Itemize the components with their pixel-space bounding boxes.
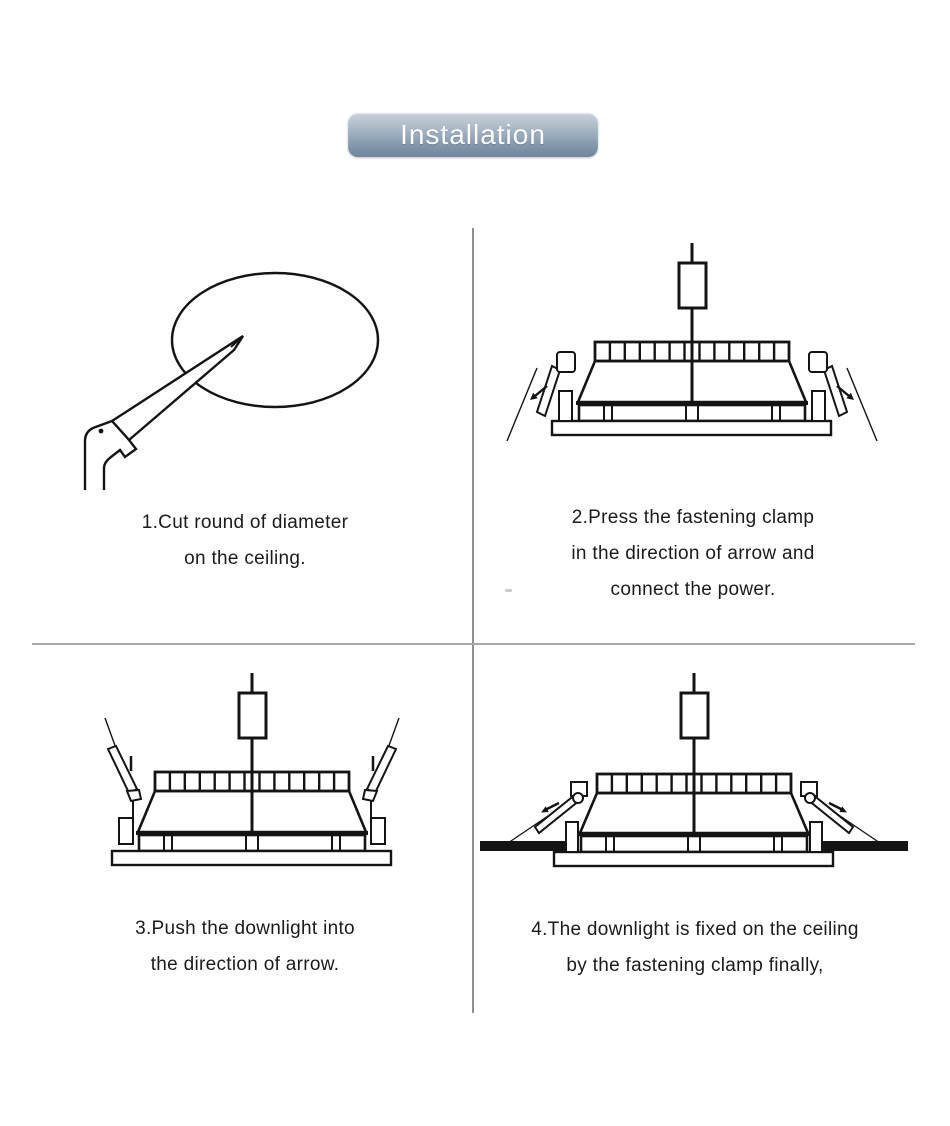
saw-icon	[85, 336, 243, 490]
caption-line: 3.Push the downlight into	[135, 918, 355, 939]
caption-line: in the direction of arrow and	[571, 543, 815, 564]
cable-connector	[239, 693, 266, 738]
saw-cutting-circle-illustration	[75, 255, 465, 490]
cable-connector	[681, 693, 708, 738]
cable-connector	[679, 263, 706, 308]
step-2-caption	[493, 500, 893, 608]
spring-clamp-left	[105, 718, 141, 844]
downlight-push-up-illustration	[85, 665, 415, 875]
downlight-clamps-pressed-illustration	[495, 235, 895, 470]
grid-divider-horizontal	[32, 643, 915, 645]
caption-line: 1.Cut round of diameter	[141, 512, 349, 533]
ceiling-hole-ellipse	[172, 273, 378, 407]
caption-line: on the ceiling.	[184, 548, 306, 569]
step-4-caption	[470, 912, 920, 984]
saw-rivet	[99, 429, 104, 434]
downlight-fixed-illustration	[478, 665, 910, 875]
step-1-caption	[75, 505, 415, 577]
bezel-flange	[554, 852, 833, 866]
caption-line: the direction of arrow.	[150, 954, 340, 975]
installation-banner	[348, 113, 598, 157]
bezel-flange	[552, 421, 831, 435]
ceiling-bar-right	[816, 841, 908, 851]
caption-line: connect the power.	[610, 579, 776, 600]
ceiling-bar-left	[480, 841, 572, 851]
step-3-caption	[75, 911, 415, 983]
spring-clamp-right	[363, 718, 399, 844]
bezel-flange	[112, 851, 391, 865]
caption-line: by the fastening clamp finally,	[566, 955, 824, 976]
banner-title: Installation	[400, 119, 546, 150]
caption-line: 2.Press the fastening clamp	[571, 507, 815, 528]
grid-divider-vertical	[472, 228, 474, 1013]
caption-line: 4.The downlight is fixed on the ceiling	[531, 919, 859, 940]
